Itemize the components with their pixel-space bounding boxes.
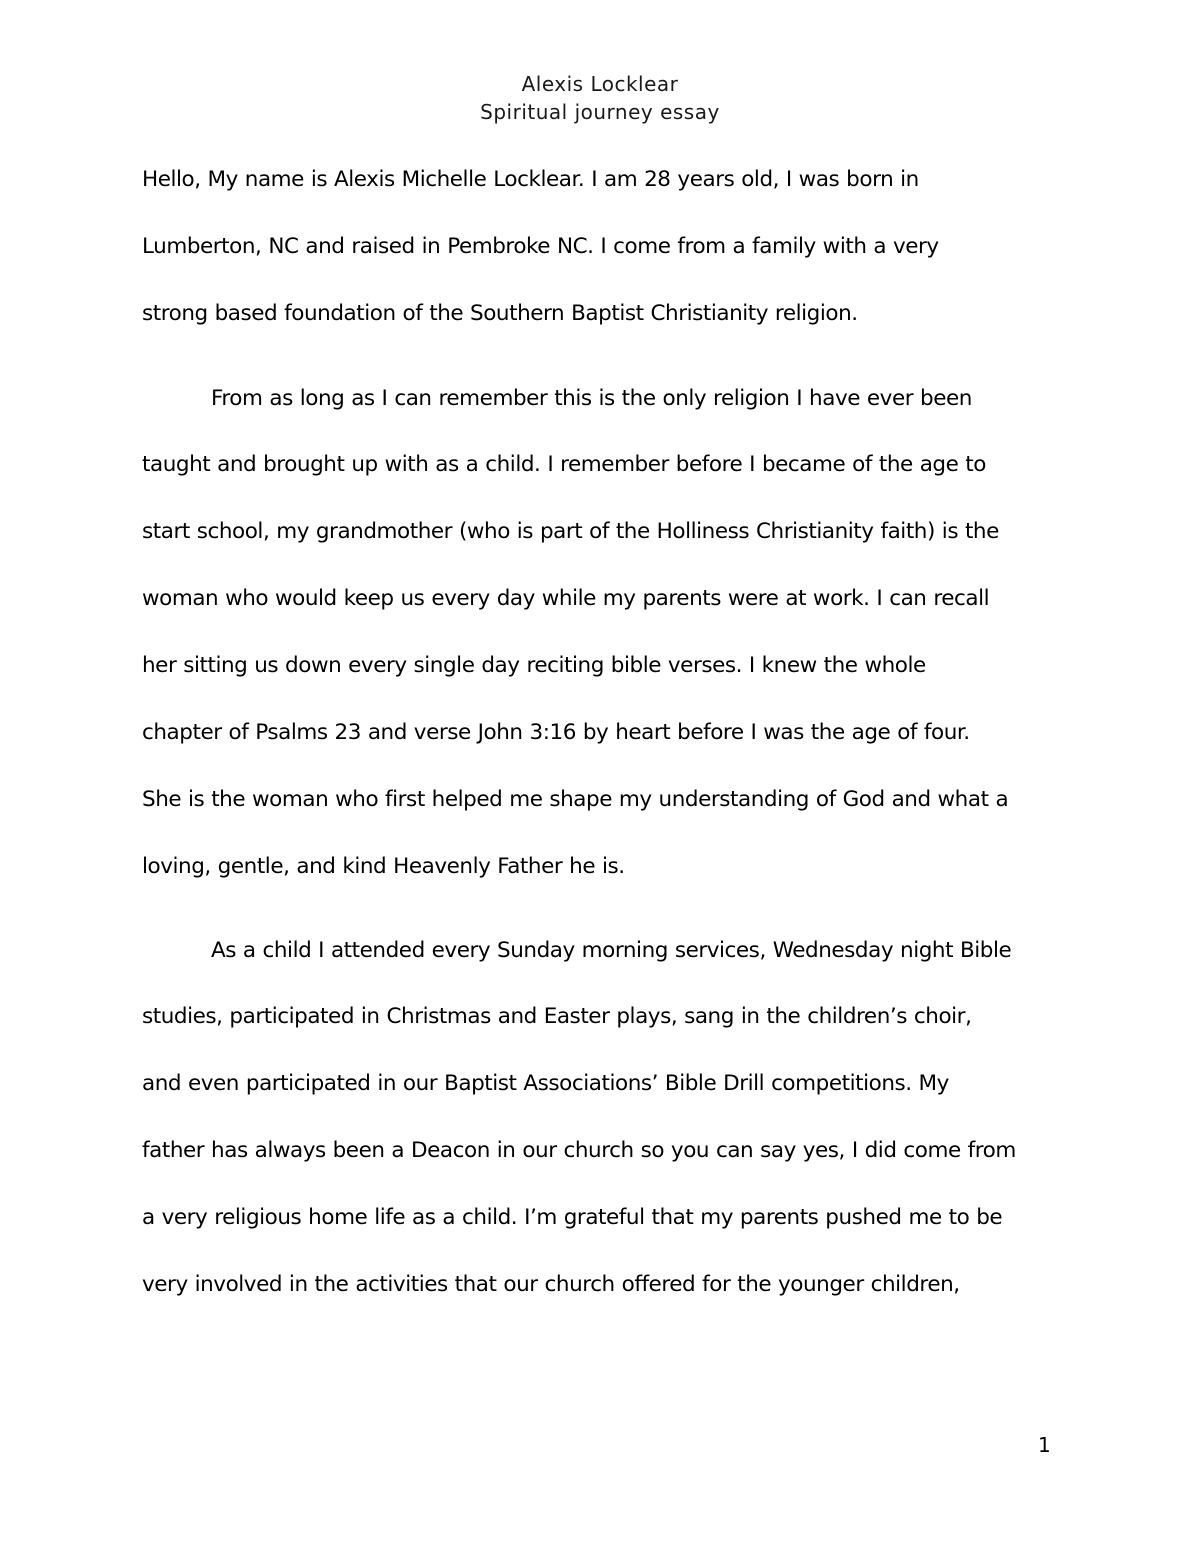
page-number: 1 [1038, 1433, 1051, 1457]
essay-line: start school, my grandmother (who is part of the Holliness Christianity faith) is the [142, 519, 999, 544]
header-author: Alexis Locklear [521, 72, 679, 96]
essay-line: father has always been a Deacon in our church so you can say yes, I did come from [142, 1138, 1016, 1163]
document-header [0, 70, 1200, 126]
essay-line: chapter of Psalms 23 and verse John 3:16 by heart before I was the age of four. [142, 720, 970, 745]
essay-line: Hello, My name is Alexis Michelle Locklear. I am 28 years old, I was born in [142, 167, 919, 192]
essay-line: She is the woman who first helped me shape my understanding of God and what a [142, 787, 1009, 812]
essay-line: As a child I attended every Sunday morning services, Wednesday night Bible [211, 938, 1012, 963]
essay-line: very involved in the activities that our church offered for the younger children, [142, 1272, 960, 1297]
essay-line: Lumberton, NC and raised in Pembroke NC. I come from a family with a very [142, 234, 939, 259]
essay-line: loving, gentle, and kind Heavenly Father he is. [142, 854, 625, 879]
essay-line: and even participated in our Baptist Associations’ Bible Drill competitions. My [142, 1071, 949, 1096]
essay-line: taught and brought up with as a child. I remember before I became of the age to [142, 452, 986, 477]
essay-line: a very religious home life as a child. I’m grateful that my parents pushed me to be [142, 1205, 1003, 1230]
essay-line: studies, participated in Christmas and Easter plays, sang in the children’s choir, [142, 1004, 972, 1029]
header-title: Spiritual journey essay [480, 100, 720, 124]
essay-line: woman who would keep us every day while my parents were at work. I can recall [142, 586, 990, 611]
essay-line: her sitting us down every single day reciting bible verses. I knew the whole [142, 653, 926, 678]
essay-line: From as long as I can remember this is the only religion I have ever been [211, 386, 972, 411]
essay-line: strong based foundation of the Southern Baptist Christianity religion. [142, 301, 858, 326]
